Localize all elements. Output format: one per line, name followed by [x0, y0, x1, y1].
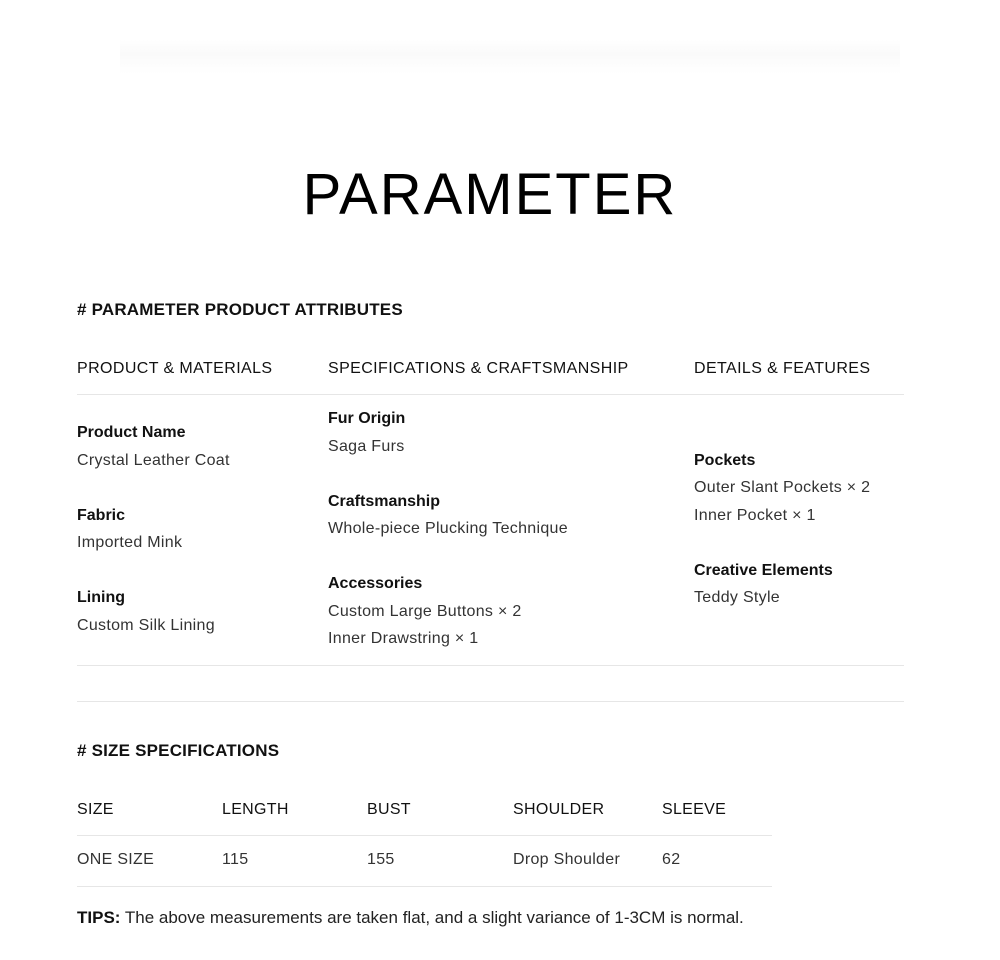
header-divider: [77, 394, 904, 395]
size-cell-length: 115: [222, 851, 249, 868]
tips-label: TIPS:: [77, 908, 121, 927]
size-cell-shoulder: Drop Shoulder: [513, 851, 621, 868]
product-name-value: Crystal Leather Coat: [77, 452, 230, 469]
size-cell-size: ONE SIZE: [77, 851, 155, 868]
column-header-details: DETAILS & FEATURES: [694, 360, 871, 377]
lining-value: Custom Silk Lining: [77, 617, 215, 634]
column-header-specs: SPECIFICATIONS & CRAFTSMANSHIP: [328, 360, 629, 377]
lining-label: Lining: [77, 589, 125, 606]
size-header-length: LENGTH: [222, 801, 289, 818]
size-heading: # SIZE SPECIFICATIONS: [77, 741, 280, 760]
accessories-value-buttons: Custom Large Buttons × 2: [328, 603, 522, 620]
tips-note: [77, 908, 744, 928]
attributes-heading: # PARAMETER PRODUCT ATTRIBUTES: [77, 300, 403, 319]
tips-text: The above measurements are taken flat, and a slight variance of 1-3CM is normal.: [120, 908, 744, 927]
section-divider: [77, 701, 904, 702]
size-header-sleeve: SLEEVE: [662, 801, 727, 818]
top-band: [120, 40, 900, 74]
fabric-label: Fabric: [77, 507, 126, 524]
size-cell-bust: 155: [367, 851, 395, 868]
craftsmanship-value: Whole-piece Plucking Technique: [328, 520, 568, 537]
size-header-shoulder: SHOULDER: [513, 801, 605, 818]
size-header-size: SIZE: [77, 801, 114, 818]
fur-origin-label: Fur Origin: [328, 410, 406, 427]
craftsmanship-label: Craftsmanship: [328, 493, 441, 510]
attributes-bottom-divider: [77, 665, 904, 666]
size-header-bust: BUST: [367, 801, 411, 818]
page-title: PARAMETER: [302, 162, 678, 227]
column-header-product: PRODUCT & MATERIALS: [77, 360, 273, 377]
accessories-value-drawstring: Inner Drawstring × 1: [328, 630, 479, 647]
creative-elements-value: Teddy Style: [694, 589, 781, 606]
accessories-label: Accessories: [328, 575, 423, 592]
pockets-value-inner: Inner Pocket × 1: [694, 507, 816, 524]
pockets-label: Pockets: [694, 452, 756, 469]
size-table-bottom-divider: [77, 886, 772, 887]
fur-origin-value: Saga Furs: [328, 438, 405, 455]
size-cell-sleeve: 62: [662, 851, 681, 868]
pockets-value-outer: Outer Slant Pockets × 2: [694, 479, 871, 496]
fabric-value: Imported Mink: [77, 534, 183, 551]
creative-elements-label: Creative Elements: [694, 562, 833, 579]
size-table-header-divider: [77, 835, 772, 836]
product-name-label: Product Name: [77, 424, 186, 441]
